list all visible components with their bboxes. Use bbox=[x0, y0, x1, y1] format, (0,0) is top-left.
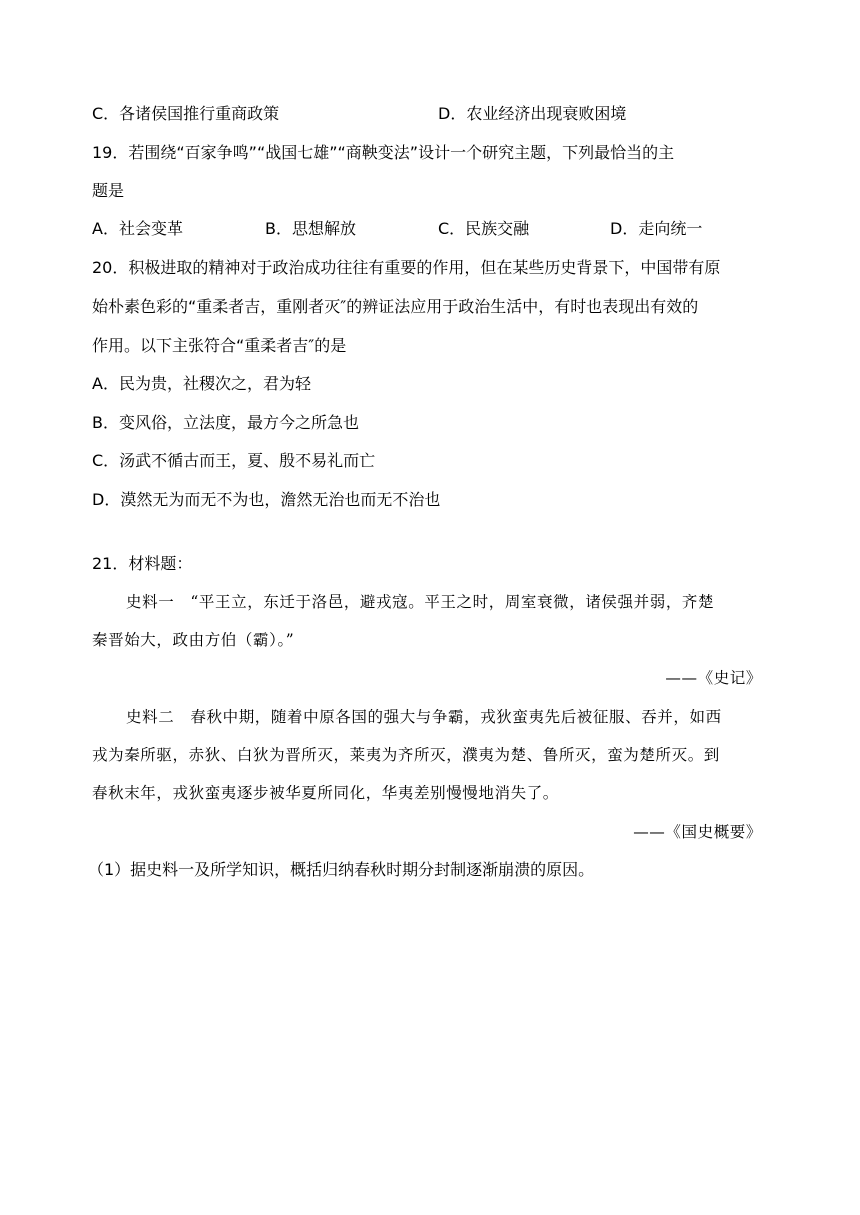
q20-stem-line-3: 作用。以下主张符合“重柔者吉″的是 bbox=[92, 336, 347, 355]
q21-sub-question-1: （1）据史料一及所学知识，概括归纳春秋时期分封制逐渐崩溃的原因。 bbox=[88, 860, 595, 879]
q19-option-c: C．民族交融 bbox=[438, 219, 530, 238]
q18-option-c: C．各诸侯国推行重商政策 bbox=[92, 104, 280, 123]
q19-option-d: D．走向统一 bbox=[610, 219, 703, 238]
q21-material-1-source: ——《史记》 bbox=[665, 669, 762, 687]
q20-option-a: A．民为贵，社稷次之，君为轻 bbox=[92, 374, 311, 393]
q20-stem-line-1: 20．积极进取的精神对于政治成功往往有重要的作用，但在某些历史背景下，中国带有原 bbox=[92, 258, 721, 277]
q19-option-a: A．社会变革 bbox=[92, 219, 183, 238]
q21-material-2-line-2: 戎为秦所驱，赤狄、白狄为晋所灭，莱夷为齐所灭，濮夷为楚、鲁所灭，蛮为楚所灭。到 bbox=[92, 746, 720, 764]
q19-stem-line-1: 19．若围绕“百家争鸣”“战国七雄”“商鞅变法”设计一个研究主题，下列最恰当的主 bbox=[92, 143, 675, 162]
q21-material-1-line-1: 史料一 “平王立，东迁于洛邑，避戎寇。平王之时，周室衰微，诸侯强并弱，齐楚 bbox=[126, 593, 715, 611]
q18-option-d: D．农业经济出现衰败困境 bbox=[438, 104, 627, 123]
q19-stem-line-2: 题是 bbox=[92, 181, 125, 200]
q21-title: 21．材料题： bbox=[92, 554, 193, 573]
q20-option-d: D．漠然无为而无不为也，澹然无治也而无不治也 bbox=[92, 490, 441, 509]
q21-material-2-line-1: 史料二 春秋中期，随着中原各国的强大与争霸，戎狄蛮夷先后被征服、吞并，如西 bbox=[126, 708, 722, 726]
q20-option-c: C．汤武不循古而王，夏、殷不易礼而亡 bbox=[92, 451, 376, 470]
q20-option-b: B．变风俗，立法度，最方今之所急也 bbox=[92, 413, 359, 432]
q21-material-1-line-2: 秦晋始大，政由方伯（霸）。” bbox=[92, 631, 295, 649]
q20-stem-line-2: 始朴素色彩的“重柔者吉，重刚者灭″的辨证法应用于政治生活中，有时也表现出有效的 bbox=[92, 297, 699, 316]
q19-option-b: B．思想解放 bbox=[265, 219, 356, 238]
q21-material-2-source: ——《国史概要》 bbox=[633, 823, 762, 841]
q21-material-2-line-3: 春秋末年，戎狄蛮夷逐步被华夏所同化，华夷差别慢慢地消失了。 bbox=[92, 784, 559, 802]
